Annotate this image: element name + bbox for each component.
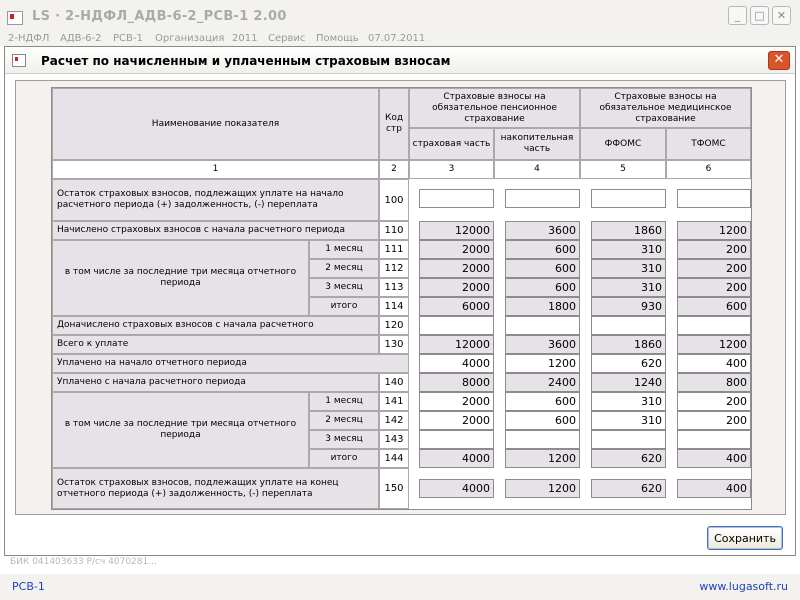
label-row-100: Остаток страховых взносов, подлежащих уплате на начало расчетного периода (+) задолженность, (-) переплата: [52, 179, 379, 221]
code-142: 142: [379, 411, 409, 430]
value-114-col4: 1800: [505, 297, 580, 316]
label-row-120: Доначислено страховых взносов с начала расчетного: [52, 316, 379, 335]
close-icon: ✕: [776, 9, 787, 22]
input-120-col6[interactable]: [677, 316, 751, 335]
label-row-130: Всего к уплате: [52, 335, 379, 354]
dialog-icon: [12, 54, 26, 67]
menu-item-2ndfl[interactable]: 2-НДФЛ: [8, 33, 50, 44]
input-120-col3[interactable]: [419, 316, 494, 335]
value-110-col3: 12000: [419, 221, 494, 240]
dialog-title: Расчет по начисленным и уплаченным страховым взносам: [41, 54, 451, 68]
code-120: 120: [379, 316, 409, 335]
value-112-col3: 2000: [419, 259, 494, 278]
code-141: 141: [379, 392, 409, 411]
value-144-col6: 400: [677, 449, 751, 468]
value-150-col4: 1200: [505, 479, 580, 498]
code-140: 140: [379, 373, 409, 392]
app-icon: [7, 11, 23, 25]
value-113-col5: 310: [591, 278, 666, 297]
input-100-col6[interactable]: [677, 189, 751, 208]
save-button[interactable]: Сохранить: [707, 526, 783, 550]
input-142-col4[interactable]: 600: [505, 411, 580, 430]
value-113-col4: 600: [505, 278, 580, 297]
close-icon: ✕: [773, 52, 785, 67]
label-paid-month-3: 3 месяц: [309, 430, 379, 449]
input-143-col6[interactable]: [677, 430, 751, 449]
label-total: итого: [309, 297, 379, 316]
menu-item-organization[interactable]: Организация: [155, 33, 225, 44]
input-143-col5[interactable]: [591, 430, 666, 449]
value-114-col5: 930: [591, 297, 666, 316]
menu-date: 07.07.2011: [368, 33, 426, 44]
header-col3: страховая часть: [409, 128, 494, 160]
value-140-col3: 8000: [419, 373, 494, 392]
menu-item-year[interactable]: 2011: [232, 33, 258, 44]
value-111-col4: 600: [505, 240, 580, 259]
code-114: 114: [379, 297, 409, 316]
code-143: 143: [379, 430, 409, 449]
value-144-col4: 1200: [505, 449, 580, 468]
colnum-6: 6: [666, 160, 751, 179]
colnum-5: 5: [580, 160, 666, 179]
value-113-col3: 2000: [419, 278, 494, 297]
code-110: 110: [379, 221, 409, 240]
label-month-3: 3 месяц: [309, 278, 379, 297]
menu-item-service[interactable]: Сервис: [268, 33, 306, 44]
input-paid-start-col3[interactable]: 4000: [419, 354, 494, 373]
value-110-col6: 1200: [677, 221, 751, 240]
code-150: 150: [379, 468, 409, 509]
value-140-col4: 2400: [505, 373, 580, 392]
input-141-col3[interactable]: 2000: [419, 392, 494, 411]
label-row-110: Начислено страховых взносов с начала расчетного периода: [52, 221, 379, 240]
input-100-col5[interactable]: [591, 189, 666, 208]
colnum-1: 1: [52, 160, 379, 179]
value-150-col6: 400: [677, 479, 751, 498]
header-pension-group: Страховые взносы на обязательное пенсионное страхование: [409, 88, 580, 128]
status-module: РСВ-1: [12, 580, 45, 593]
value-150-col3: 4000: [419, 479, 494, 498]
minimize-icon: _: [734, 9, 741, 22]
input-paid-start-col6[interactable]: 400: [677, 354, 751, 373]
code-144: 144: [379, 449, 409, 468]
label-paid-month-2: 2 месяц: [309, 411, 379, 430]
value-140-col6: 800: [677, 373, 751, 392]
header-col5: ФФОМС: [580, 128, 666, 160]
code-100: 100: [379, 179, 409, 221]
value-111-col5: 310: [591, 240, 666, 259]
label-month-1: 1 месяц: [309, 240, 379, 259]
value-111-col3: 2000: [419, 240, 494, 259]
input-100-col3[interactable]: [419, 189, 494, 208]
input-120-col5[interactable]: [591, 316, 666, 335]
dialog-close-button[interactable]: [768, 51, 790, 70]
value-110-col5: 1860: [591, 221, 666, 240]
input-142-col6[interactable]: 200: [677, 411, 751, 430]
maximize-button[interactable]: [750, 6, 769, 25]
header-name: Наименование показателя: [52, 88, 379, 160]
value-144-col5: 620: [591, 449, 666, 468]
label-month-2: 2 месяц: [309, 259, 379, 278]
value-112-col4: 600: [505, 259, 580, 278]
value-144-col3: 4000: [419, 449, 494, 468]
input-paid-start-col5[interactable]: 620: [591, 354, 666, 373]
value-140-col5: 1240: [591, 373, 666, 392]
value-150-col5: 620: [591, 479, 666, 498]
label-row-150: Остаток страховых взносов, подлежащих уплате на конец отчетного периода (+) задолженность, (-) переплата: [52, 468, 379, 509]
header-medical-group: Страховые взносы на обязательное медицинское страхование: [580, 88, 751, 128]
form-panel: [15, 80, 786, 515]
contributions-table: [51, 87, 752, 510]
code-111: 111: [379, 240, 409, 259]
maximize-icon: □: [754, 9, 765, 22]
label-group-accrued: в том числе за последние три месяца отчетного периода: [52, 240, 309, 316]
input-paid-start-col4[interactable]: 1200: [505, 354, 580, 373]
calculation-dialog: [4, 46, 796, 556]
input-143-col4[interactable]: [505, 430, 580, 449]
code-112: 112: [379, 259, 409, 278]
colnum-2: 2: [379, 160, 409, 179]
input-142-col3[interactable]: 2000: [419, 411, 494, 430]
value-111-col6: 200: [677, 240, 751, 259]
input-100-col4[interactable]: [505, 189, 580, 208]
code-130: 130: [379, 335, 409, 354]
input-120-col4[interactable]: [505, 316, 580, 335]
status-bar: [0, 574, 800, 600]
label-paid-start: Уплачено на начало отчетного периода: [52, 354, 409, 373]
website-link[interactable]: www.lugasoft.ru: [699, 580, 788, 593]
value-114-col6: 600: [677, 297, 751, 316]
input-141-col5[interactable]: 310: [591, 392, 666, 411]
input-142-col5[interactable]: 310: [591, 411, 666, 430]
colnum-3: 3: [409, 160, 494, 179]
close-button[interactable]: [772, 6, 791, 25]
menu-item-help[interactable]: Помощь: [316, 33, 359, 44]
background-ghost-text: БИК 041403633 Р/сч 4070281...: [10, 557, 157, 567]
menu-item-rsv[interactable]: РСВ-1: [113, 33, 143, 44]
value-113-col6: 200: [677, 278, 751, 297]
input-143-col3[interactable]: [419, 430, 494, 449]
input-141-col6[interactable]: 200: [677, 392, 751, 411]
input-141-col4[interactable]: 600: [505, 392, 580, 411]
header-col6: ТФОМС: [666, 128, 751, 160]
minimize-button[interactable]: [728, 6, 747, 25]
value-112-col6: 200: [677, 259, 751, 278]
code-113: 113: [379, 278, 409, 297]
menu-bar: [0, 32, 800, 46]
value-130-col6: 1200: [677, 335, 751, 354]
label-group-paid: в том числе за последние три месяца отчетного периода: [52, 392, 309, 468]
label-paid-total: итого: [309, 449, 379, 468]
value-114-col3: 6000: [419, 297, 494, 316]
label-row-140: Уплачено с начала расчетного периода: [52, 373, 379, 392]
value-130-col4: 3600: [505, 335, 580, 354]
value-130-col5: 1860: [591, 335, 666, 354]
value-112-col5: 310: [591, 259, 666, 278]
menu-item-adv[interactable]: АДВ-6-2: [60, 33, 102, 44]
header-code: Код стр: [379, 88, 409, 160]
value-130-col3: 12000: [419, 335, 494, 354]
header-col4: накопительная часть: [494, 128, 580, 160]
colnum-4: 4: [494, 160, 580, 179]
dialog-titlebar: [5, 47, 795, 74]
value-110-col4: 3600: [505, 221, 580, 240]
title-bar: [0, 0, 800, 32]
label-paid-month-1: 1 месяц: [309, 392, 379, 411]
app-title: LS · 2-НДФЛ_АДВ-6-2_РСВ-1 2.00: [32, 9, 287, 24]
